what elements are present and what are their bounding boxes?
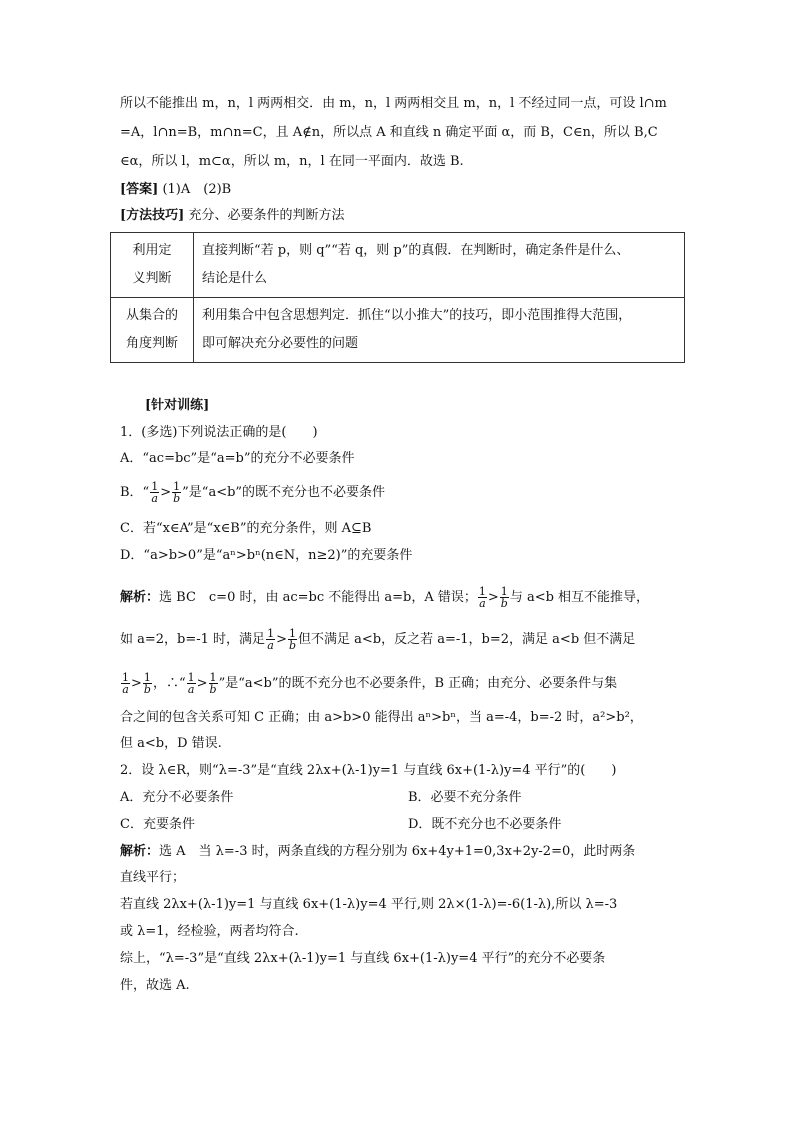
table-body-line: 直接判断“若 p，则 q”“若 q，则 p”的真假．在判断时，确定条件是什么、 <box>202 243 630 258</box>
gt-sign: > <box>131 676 142 691</box>
answer-label: [答案] <box>120 182 159 197</box>
table-head-line: 从集合的 <box>125 308 178 323</box>
solution-line: 直线平行； <box>120 870 186 885</box>
solution-line: 综上，“λ=-3”是“直线 2λx+(λ-1)y=1 与直线 6x+(1-λ)y=4 平行”的充分不必要条 <box>120 951 606 966</box>
fraction-1-over-b <box>500 586 509 609</box>
solution-text: 选 A 当 λ=-3 时，两条直线的方程分别为 6x+4y+1=0,3x+2y-2=0，此时两条 <box>159 844 636 859</box>
option-b-prefix: B．“ <box>120 485 150 500</box>
fraction-1-over-a <box>121 672 130 695</box>
solution-text: ”是“a<b”的既不充分也不必要条件，B 正确；由充分、必要条件与集 <box>218 676 618 691</box>
method-line <box>120 208 344 224</box>
fraction-numerator: 1 <box>500 585 508 598</box>
option-b: B．必要不充分条件 <box>408 790 522 805</box>
fraction-denominator: a <box>151 492 158 505</box>
fraction-numerator: 1 <box>267 627 275 640</box>
solution-line: 件，故选 A. <box>120 978 190 993</box>
table-row <box>111 233 685 298</box>
fraction-1-over-b <box>288 628 297 651</box>
gt-sign: > <box>160 485 172 500</box>
solution-line: 或 λ=1，经检验，两者均符合. <box>120 924 299 939</box>
solution-line: 合之间的包含关系可知 C 正确；由 a>b>0 能得出 aⁿ>bⁿ，当 a=-4，b=-2 时，a²>b²， <box>120 710 643 725</box>
solution-text: ，∴“ <box>152 676 186 691</box>
table-head-line: 利用定 <box>132 243 172 258</box>
fraction-denominator: a <box>479 597 486 610</box>
method-text: 充分、必要条件的判断方法 <box>188 208 345 223</box>
question-stem: 1．(多选)下列说法正确的是( ) <box>120 425 318 440</box>
solution-line <box>120 672 617 695</box>
option-d: D．既不充分也不必要条件 <box>408 817 562 832</box>
solution-label: 解析： <box>120 590 160 605</box>
table-body-line: 即可解决充分必要性的问题 <box>202 336 359 351</box>
paragraph-line: ∈α，所以 l，m⊂α，所以 m，n，l 在同一平面内．故选 B. <box>120 154 464 169</box>
gt-sign: > <box>487 590 499 605</box>
fraction-denominator: b <box>143 683 151 696</box>
solution-line <box>120 628 635 651</box>
paragraph-line: 所以不能推出 m，n，l 两两相交．由 m，n，l 两两相交且 m，n，l 不经过同一点，可设 l∩m <box>120 96 667 111</box>
table-body-line: 结论是什么 <box>202 271 268 286</box>
fraction-1-over-a <box>187 672 196 695</box>
fraction-1-over-a <box>478 586 487 609</box>
table-body-line: 利用集合中包含思想判定．抓住“以小推大”的技巧，即小范围推得大范围， <box>202 308 632 323</box>
option-a: A．充分不必要条件 <box>120 790 234 805</box>
answer-line <box>120 182 231 198</box>
option-b-suffix: ”是“a<b”的既不充分也不必要条件 <box>182 485 386 500</box>
table-head-cell <box>111 233 194 298</box>
solution-text: 与 a<b 相互不能推导， <box>509 590 650 605</box>
option-b <box>120 481 385 504</box>
fraction-numerator: 1 <box>187 671 195 684</box>
fraction-denominator: a <box>122 683 129 696</box>
fraction-numerator: 1 <box>151 480 159 493</box>
fraction-numerator: 1 <box>173 480 181 493</box>
fraction-1-over-a <box>150 481 159 504</box>
solution-label: 解析： <box>120 844 160 859</box>
question-stem: 2．设 λ∈R，则“λ=-3”是“直线 2λx+(λ-1)y=1 与直线 6x+(1-λ)y=4 平行”的( ) <box>120 763 617 778</box>
table-body-cell <box>194 233 685 298</box>
fraction-1-over-b <box>172 481 181 504</box>
table-row <box>111 298 685 363</box>
fraction-1-over-b <box>143 672 152 695</box>
option-c: C．若“x∈A”是“x∈B”的充分条件，则 A⊆B <box>120 521 372 536</box>
option-a: A．“ac=bc”是“a=b”的充分不必要条件 <box>120 451 355 466</box>
gt-sign: > <box>196 676 208 691</box>
fraction-numerator: 1 <box>143 671 151 684</box>
table-head-line: 角度判断 <box>125 336 178 351</box>
gt-sign: > <box>276 632 287 647</box>
solution-line <box>120 844 635 860</box>
solution-line: 若直线 2λx+(λ-1)y=1 与直线 6x+(1-λ)y=4 平行,则 2λ×(1-λ)=-6(1-λ),所以 λ=-3 <box>120 897 618 912</box>
training-heading: [针对训练] <box>145 398 210 413</box>
option-c: C．充要条件 <box>120 817 195 832</box>
fraction-denominator: b <box>288 639 297 652</box>
fraction-numerator: 1 <box>478 585 486 598</box>
fraction-denominator: a <box>267 639 274 652</box>
method-table <box>110 232 685 363</box>
fraction-denominator: b <box>173 492 181 505</box>
fraction-numerator: 1 <box>288 627 296 640</box>
fraction-1-over-b <box>209 672 218 695</box>
table-head-cell <box>111 298 194 363</box>
fraction-1-over-a <box>266 628 275 651</box>
fraction-denominator: b <box>209 683 217 696</box>
fraction-numerator: 1 <box>209 671 217 684</box>
table-body-cell <box>194 298 685 363</box>
solution-line: 但 a<b，D 错误. <box>120 736 222 751</box>
solution-text: 选 BC c=0 时，由 ac=bc 不能得出 a=b，A 错误； <box>159 590 477 605</box>
paragraph-line: =A，l∩n=B，m∩n=C，且 A∉n，所以点 A 和直线 n 确定平面 α，而 B，C∈n，所以 B,C <box>120 125 658 140</box>
table-head-line: 义判断 <box>132 271 172 286</box>
solution-text: 如 a=2，b=-1 时，满足 <box>120 632 266 647</box>
fraction-numerator: 1 <box>122 671 129 684</box>
answer-text: (1)A (2)B <box>162 182 232 197</box>
fraction-denominator: a <box>187 683 195 696</box>
fraction-denominator: b <box>500 597 508 610</box>
solution-line <box>120 586 649 609</box>
option-d: D．“a>b>0”是“aⁿ>bⁿ(n∈N，n≥2)”的充要条件 <box>120 548 413 563</box>
method-label: [方法技巧] <box>120 208 185 223</box>
solution-text: 但不满足 a<b，反之若 a=-1，b=2，满足 a<b 但不满足 <box>298 632 636 647</box>
